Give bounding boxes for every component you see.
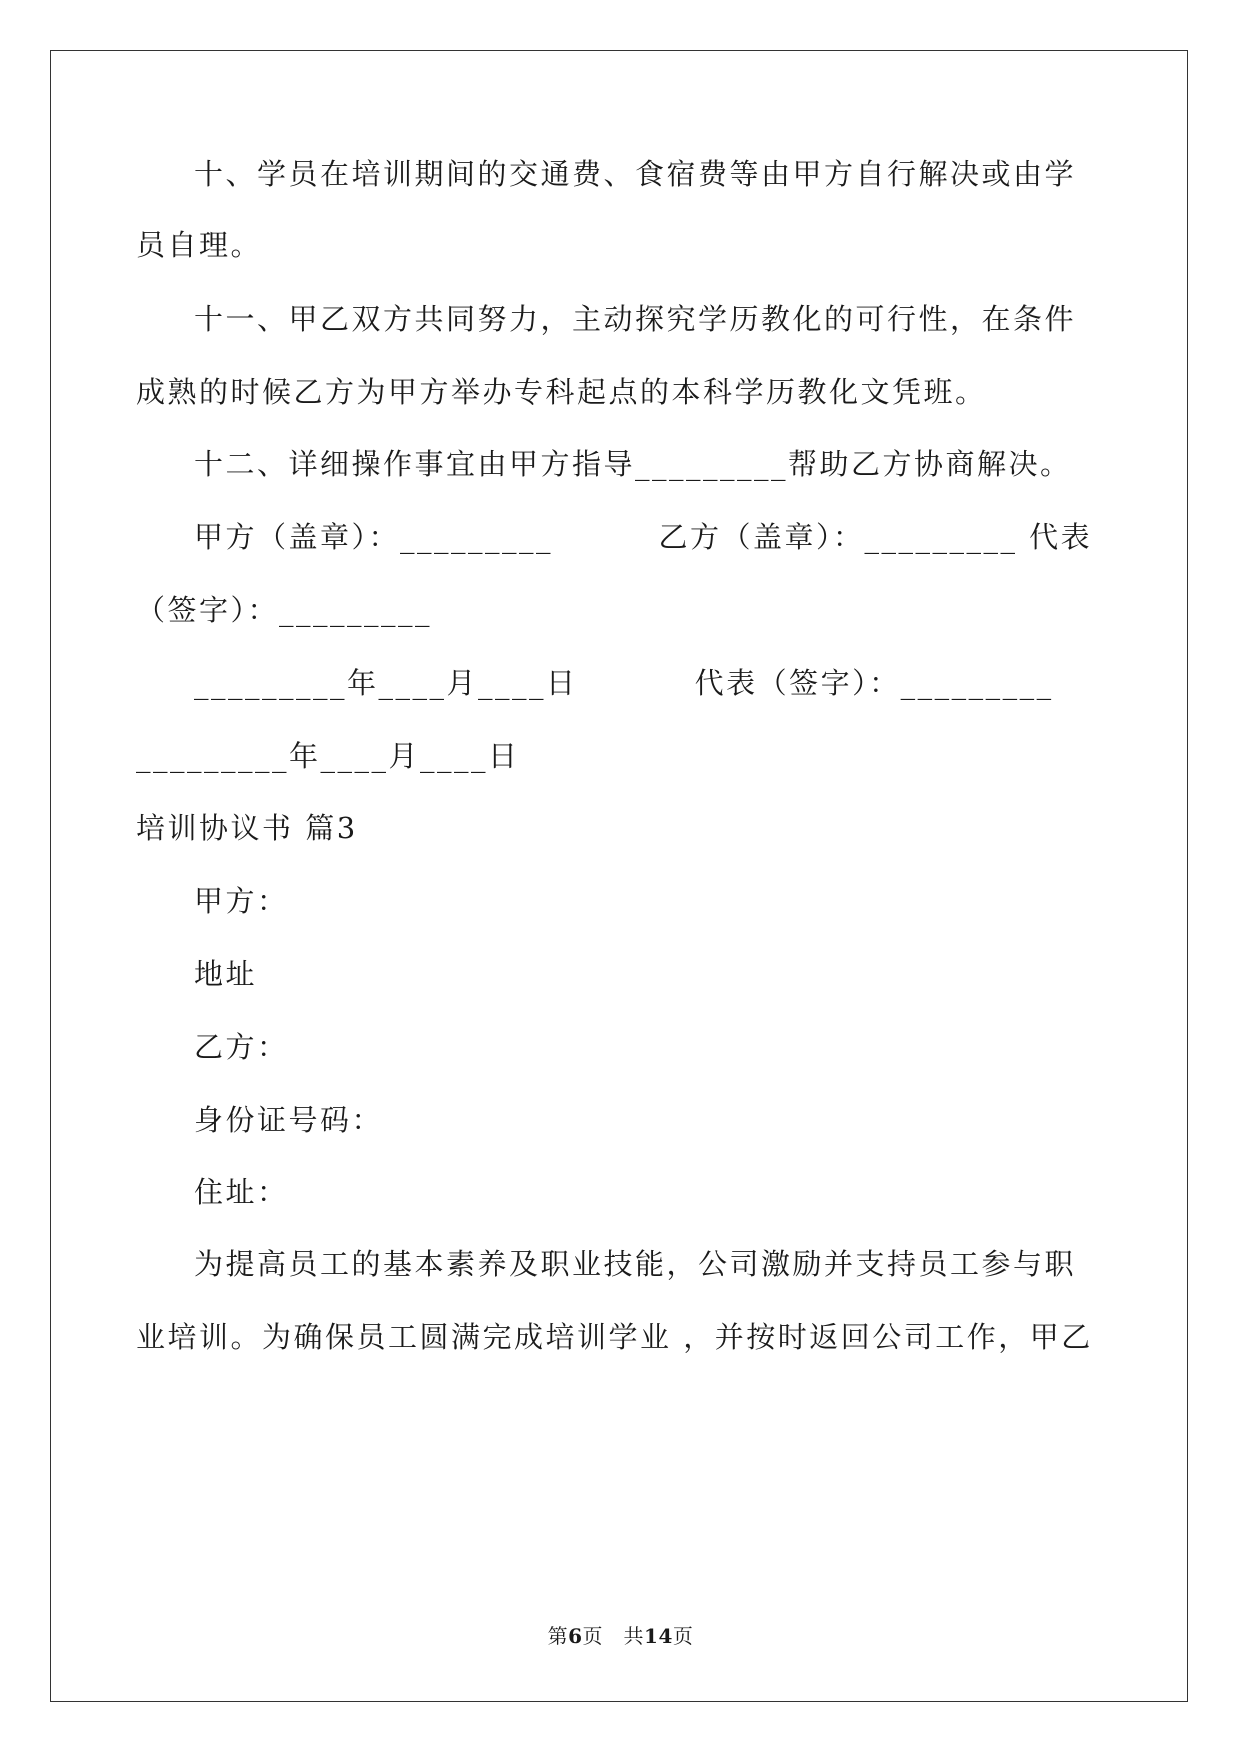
footer-prefix: 第 (547, 1624, 569, 1648)
date-line: _________年____月____日 (136, 739, 520, 773)
paragraph-line: 十、学员在培训期间的交通费、食宿费等由甲方自行解决或由学 (194, 157, 1077, 191)
footer-current-page: 6 (568, 1624, 583, 1648)
field-label-id-number: 身份证号码： (194, 1103, 384, 1137)
paragraph-line: 员自理。 (136, 228, 263, 262)
footer-suffix: 页 (672, 1624, 694, 1648)
date-line: _________年____月____日 代表（签字）：_________ (194, 666, 1054, 700)
field-label-party-a: 甲方： (194, 884, 289, 918)
footer-total-pages: 14 (644, 1624, 673, 1648)
footer-middle: 页 共 (582, 1624, 645, 1648)
paragraph-line: 十二、详细操作事宜由甲方指导_________帮助乙方协商解决。 (194, 447, 1072, 481)
page-footer (0, 1624, 1241, 1648)
page-border (50, 50, 1188, 1702)
paragraph-line: 业培训。为确保员工圆满完成培训学业 ，并按时返回公司工作，甲乙 (136, 1320, 1093, 1354)
paragraph-line: 为提高员工的基本素养及职业技能，公司激励并支持员工参与职 (194, 1247, 1077, 1281)
signature-line: （签字）：_________ (136, 593, 433, 627)
paragraph-line: 十一、甲乙双方共同努力，主动探究学历教化的可行性，在条件 (194, 302, 1077, 336)
field-label-residence: 住址： (194, 1175, 289, 1209)
field-label-party-b: 乙方： (194, 1030, 289, 1064)
paragraph-line: 成熟的时候乙方为甲方举办专科起点的本科学历教化文凭班。 (136, 375, 987, 409)
signature-line: 甲方（盖章）：_________ 乙方（盖章）：_________ 代表 (194, 520, 1093, 554)
section-heading: 培训协议书 篇3 (136, 811, 358, 845)
field-label-address: 地址 (194, 957, 258, 991)
